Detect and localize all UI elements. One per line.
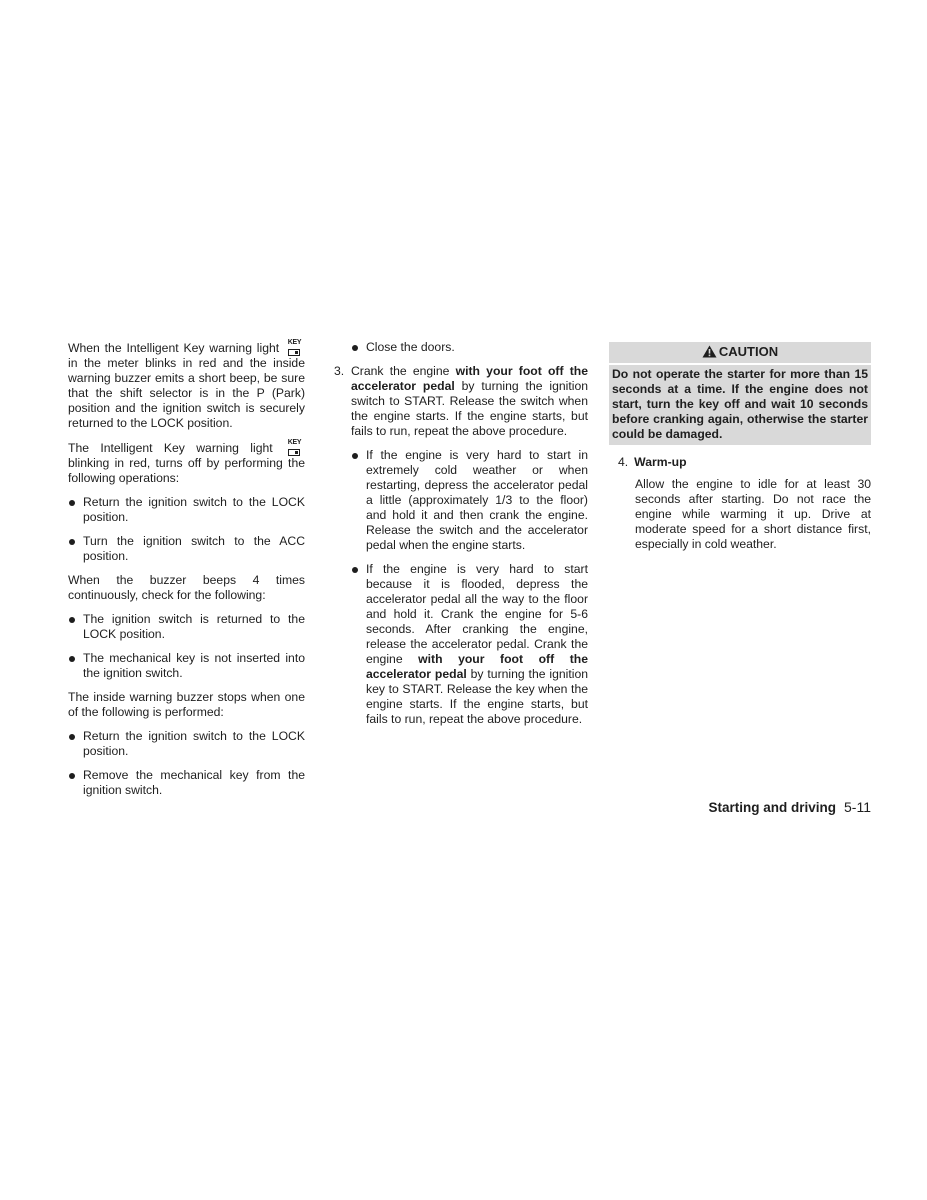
paragraph-key-light-blinking: The Intelligent Key warning light KEY blinking in red, turns off by performing the following operations: (68, 439, 305, 485)
list-item: Remove the mechanical key from the ignition switch. (68, 768, 305, 798)
caution-header (609, 342, 871, 363)
list-item-cold-weather: If the engine is very hard to start in extremely cold weather or when restarting, depress the accelerator pedal a little (approximately 1/3 to the floor) and hold it and then crank the engine. Release the switch and the accelerator pedal when the engine starts. (351, 448, 588, 553)
list-item-close-doors: Close the doors. (351, 340, 588, 355)
step-4-text: Allow the engine to idle for at least 30 seconds after starting. Do not race the engine while warming it up. Drive at moderate speed for a short distance first, especially in cold weather. (635, 477, 871, 551)
step-number: 4. (618, 455, 629, 469)
list-item: Return the ignition switch to the LOCK position. (68, 495, 305, 525)
list-item: Return the ignition switch to the LOCK position. (68, 729, 305, 759)
paragraph-buzzer-stops: The inside warning buzzer stops when one of the following is performed: (68, 690, 305, 719)
intelligent-key-warning-icon: KEY (287, 340, 302, 356)
list-item: The mechanical key is not inserted into the ignition switch. (68, 651, 305, 681)
left-column (68, 340, 305, 807)
paragraph-key-warning-light: When the Intelligent Key warning light KEY in the meter blinks in red and the inside warning buzzer emits a short beep, be sure that the shift selector is in the P (Park) position and the ignition switch is securely returned to the LOCK position. (68, 339, 305, 430)
list-item: Turn the ignition switch to the ACC position. (68, 534, 305, 564)
step-4-heading: 4. Warm-up (618, 455, 687, 469)
warning-triangle-icon (702, 344, 717, 364)
step-number: 3. (334, 364, 345, 378)
step-3-crank-engine: 3. Crank the engine with your foot off the accelerator pedal by turning the ignition switch to START. Release the switch when the engine starts. If the engine starts, but fails to run, repeat the above procedure. (334, 364, 589, 438)
list-item-flooded-engine: If the engine is very hard to start because it is flooded, depress the accelerator pedal all the way to the floor and hold it. Crank the engine for 5-6 seconds. After cranking the engine, release the accelerator pedal. Crank the engine with your foot off the accelerator pedal by turning the ignition key to START. Release the key when the engine starts. If the engine starts, but fails to run, repeat the above procedure. (351, 562, 588, 727)
section-title: Starting and driving (708, 800, 837, 815)
intelligent-key-warning-icon: KEY (287, 440, 302, 456)
caution-text: Do not operate the starter for more than 15 seconds at a time. If the engine does not start, turn the key off and wait 10 seconds before cranking again, otherwise the starter could be damaged. (609, 365, 871, 445)
middle-column (334, 340, 588, 736)
caution-title: CAUTION (718, 344, 779, 359)
list-item: The ignition switch is returned to the LOCK position. (68, 612, 305, 642)
step-4-warm-up (609, 455, 871, 552)
page-number: 5-11 (844, 799, 871, 815)
page-footer (709, 799, 872, 816)
right-column (609, 340, 871, 552)
paragraph-buzzer-beeps: When the buzzer beeps 4 times continuously, check for the following: (68, 573, 305, 602)
